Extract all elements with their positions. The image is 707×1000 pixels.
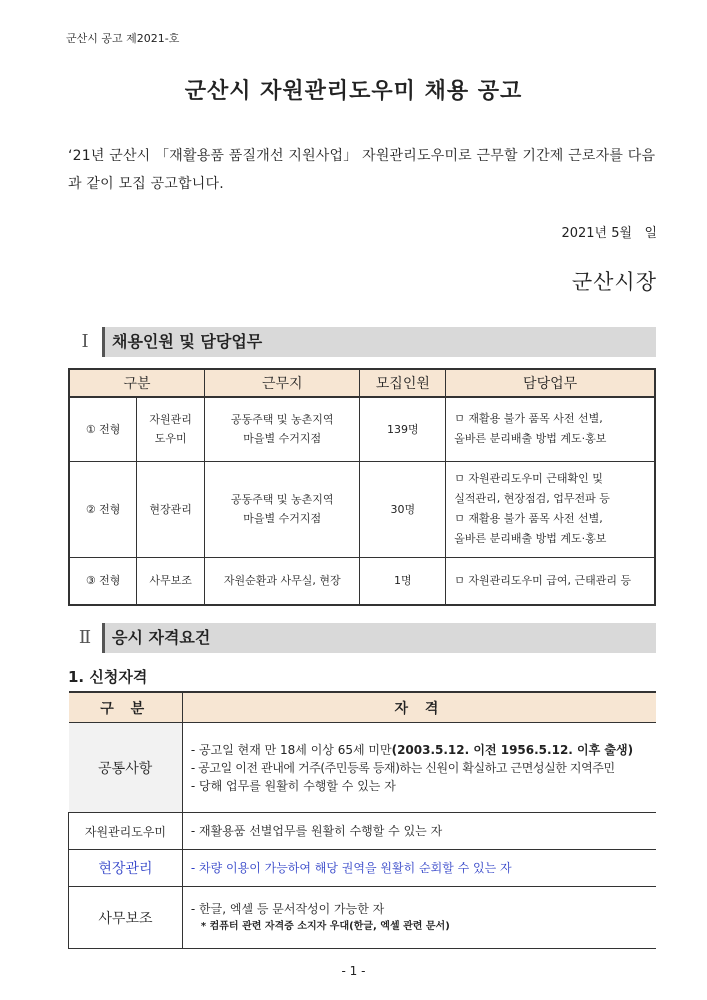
col-header-duty: 담당업무 xyxy=(446,369,655,397)
row-location: 공동주택 및 농촌지역 마을별 수거지점 xyxy=(205,461,360,557)
row-role: 사무보조 xyxy=(137,557,205,605)
row-duty: ㅁ 자원관리도우미 급여, 근태관리 등 xyxy=(446,557,655,605)
row-role: 현장관리 xyxy=(137,461,205,557)
table-row xyxy=(69,850,657,887)
table-row xyxy=(69,557,655,605)
row-label-helper: 자원관리도우미 xyxy=(69,813,183,850)
section-1-number: Ⅰ xyxy=(68,327,105,357)
row-type: ① 전형 xyxy=(69,397,137,461)
row-label-office: 사무보조 xyxy=(69,887,183,949)
col-header-headcount: 모집인원 xyxy=(360,369,446,397)
row-role: 자원관리 도우미 xyxy=(137,397,205,461)
row-headcount: 139명 xyxy=(360,397,446,461)
row-common-requirements xyxy=(182,723,656,813)
row-location: 공동주택 및 농촌지역 마을별 수거지점 xyxy=(205,397,360,461)
section-2-number: Ⅱ xyxy=(68,623,105,653)
row-field-requirement: - 차량 이용이 가능하여 해당 권역을 원활히 순회할 수 있는 자 xyxy=(182,850,656,887)
table-header-row xyxy=(69,692,657,723)
section-2-title: 응시 자격요건 xyxy=(112,628,211,647)
requirement-note: * 컴퓨터 관련 자격증 소지자 우대(한글, 엑셀 관련 문서) xyxy=(200,920,450,932)
qualification-table xyxy=(68,691,656,949)
requirement-line: - 당해 업무를 원활히 수행할 수 있는 자 xyxy=(190,778,396,793)
page-title: 군산시 자원관리도우미 채용 공고 xyxy=(184,79,523,104)
col-header-category: 구분 xyxy=(69,369,205,397)
table-row xyxy=(69,461,655,557)
table-header-row xyxy=(69,369,655,397)
row-headcount: 1명 xyxy=(360,557,446,605)
row-type: ② 전형 xyxy=(69,461,137,557)
recruitment-table xyxy=(68,368,656,606)
row-label-common: 공통사항 xyxy=(69,723,183,813)
row-office-requirement xyxy=(182,887,656,949)
row-headcount: 30명 xyxy=(360,461,446,557)
table-row xyxy=(69,723,657,813)
issuer-name: 군산시장 xyxy=(571,270,657,294)
row-label-field: 현장관리 xyxy=(69,850,183,887)
subsection-title: 1. 신청자격 xyxy=(68,668,148,686)
col-header-location: 근무지 xyxy=(205,369,360,397)
col-header-category: 구 분 xyxy=(69,692,183,723)
requirement-birth-range: (2003.5.12. 이전 1956.5.12. 이후 출생) xyxy=(391,742,634,757)
table-row xyxy=(69,887,657,949)
row-location: 자원순환과 사무실, 현장 xyxy=(205,557,360,605)
requirement-line xyxy=(191,741,656,759)
section-1-title: 채용인원 및 담당업무 xyxy=(112,332,263,351)
section-2-header xyxy=(68,623,656,653)
table-row xyxy=(69,813,657,850)
row-duty: ㅁ 자원관리도우미 근태확인 및 실적관리, 현장점검, 업무전파 등 ㅁ 재활용 불가 품목 사전 선별, 올바른 분리배출 방법 계도·홍보 xyxy=(446,461,655,557)
page-number: - 1 - xyxy=(341,964,366,978)
intro-text: ‘21년 군산시 「재활용품 품질개선 지원사업」 자원관리도우미로 근무할 기간제 근로자를 다음과 같이 모집 공고합니다. xyxy=(68,148,656,192)
row-helper-requirement: - 재활용품 선별업무를 원활히 수행할 수 있는 자 xyxy=(182,813,656,850)
requirement-line: - 공고일 이전 관내에 거주(주민등록 등재)하는 신원이 확실하고 근면성실한 지역주민 xyxy=(190,760,615,775)
notice-number: 군산시 공고 제2021-호 xyxy=(66,32,180,45)
notice-date: 2021년 5월 일 xyxy=(561,226,657,241)
row-duty: ㅁ 재활용 불가 품목 사전 선별, 올바른 분리배출 방법 계도·홍보 xyxy=(446,397,655,461)
table-row xyxy=(69,397,655,461)
requirement-age: - 공고일 현재 만 18세 이상 65세 미만 xyxy=(190,742,392,757)
section-1-header xyxy=(68,327,656,357)
requirement-line: - 한글, 엑셀 등 문서작성이 가능한 자 xyxy=(190,901,385,916)
row-type: ③ 전형 xyxy=(69,557,137,605)
col-header-qualification: 자 격 xyxy=(182,692,656,723)
